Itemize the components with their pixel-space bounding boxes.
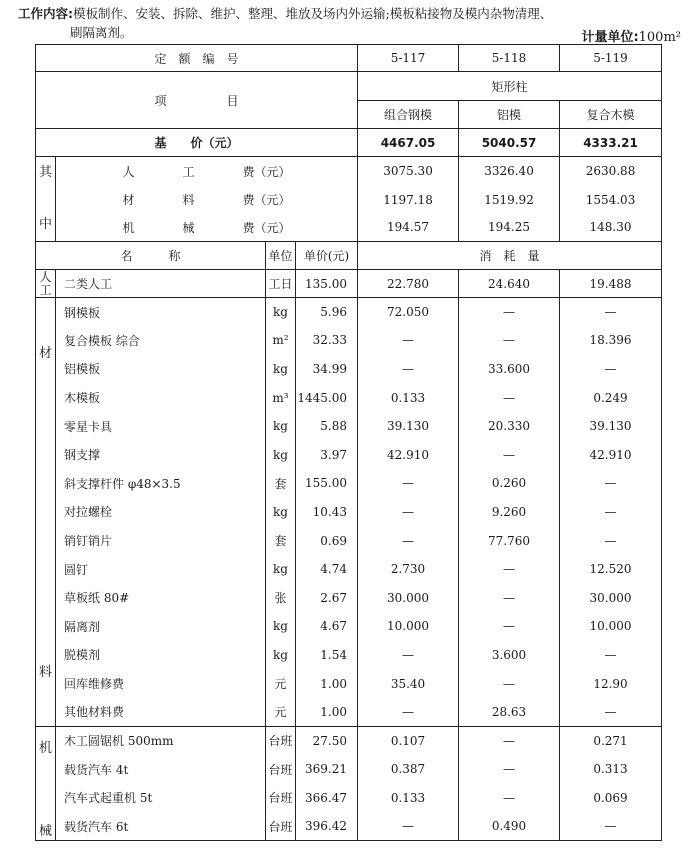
material-name: 对拉螺栓 (56, 498, 266, 527)
machine-unit: 台班 (266, 812, 296, 841)
material-value: 28.63 (459, 698, 560, 727)
material-value: 42.910 (358, 440, 459, 469)
material-value: — (358, 698, 459, 727)
material-value: — (459, 612, 560, 641)
machine-value: — (459, 726, 560, 755)
material-row (36, 526, 662, 555)
material-row (36, 555, 662, 584)
material-name: 回库维修费 (56, 669, 266, 698)
material-value: 10.000 (358, 612, 459, 641)
material-value: 39.130 (560, 412, 662, 441)
cost-row-name: 人 工 费（元） (56, 157, 358, 186)
of-which-label (36, 157, 56, 242)
material-row (36, 326, 662, 355)
material-name: 圆钉 (56, 555, 266, 584)
labor-value: 22.780 (358, 270, 459, 298)
material-price: 5.88 (296, 412, 358, 441)
material-value: 33.600 (459, 355, 560, 384)
material-row (36, 669, 662, 698)
material-name: 斜支撑杆件 φ48×3.5 (56, 469, 266, 498)
material-name: 脱模剂 (56, 641, 266, 670)
material-row (36, 383, 662, 412)
material-value: — (459, 440, 560, 469)
machine-value: 0.313 (560, 755, 662, 784)
material-value: — (358, 326, 459, 355)
material-value: — (358, 355, 459, 384)
material-value: — (459, 583, 560, 612)
material-unit: 元 (266, 669, 296, 698)
material-unit: 张 (266, 583, 296, 612)
material-name: 木模板 (56, 383, 266, 412)
material-unit: 套 (266, 526, 296, 555)
machine-value: 0.490 (459, 812, 560, 841)
machine-value: 0.387 (358, 755, 459, 784)
material-unit: kg (266, 641, 296, 670)
machine-name: 木工圆锯机 500mm (56, 726, 266, 755)
code-label: 定 额 编 号 (36, 45, 358, 72)
cost-value: 2630.88 (560, 157, 662, 186)
material-unit: kg (266, 355, 296, 384)
machine-name: 载货汽车 4t (56, 755, 266, 784)
material-value: 9.260 (459, 498, 560, 527)
material-name: 钢支撑 (56, 440, 266, 469)
material-row (36, 698, 662, 727)
material-value: 10.000 (560, 612, 662, 641)
material-value: — (358, 526, 459, 555)
material-value: 0.260 (459, 469, 560, 498)
of-which-char-2: 中 (38, 217, 52, 232)
machine-price: 396.42 (296, 812, 358, 841)
group-label: 矩形柱 (358, 72, 662, 101)
column-2: 铝模 (459, 101, 560, 129)
material-value: — (560, 298, 662, 327)
machine-name: 汽车式起重机 5t (56, 784, 266, 813)
material-name: 零星卡具 (56, 412, 266, 441)
material-price: 1.54 (296, 641, 358, 670)
material-unit: kg (266, 612, 296, 641)
material-price: 5.96 (296, 298, 358, 327)
labor-price: 135.00 (296, 270, 358, 298)
work-content (18, 4, 678, 42)
code-2: 5-118 (459, 45, 560, 72)
labor-unit: 工日 (266, 270, 296, 298)
machine-category (36, 726, 56, 840)
material-row (36, 498, 662, 527)
machine-value: — (459, 755, 560, 784)
machine-category-char-2: 械 (38, 823, 52, 839)
base-price-1: 4467.05 (358, 129, 459, 157)
cost-value: 1519.92 (459, 186, 560, 214)
machine-price: 27.50 (296, 726, 358, 755)
material-unit: 元 (266, 698, 296, 727)
item-label: 项 目 (36, 72, 358, 129)
material-price: 1445.00 (296, 383, 358, 412)
material-row (36, 440, 662, 469)
cost-value: 1197.18 (358, 186, 459, 214)
consumption-header: 消 耗 量 (358, 242, 662, 270)
cost-value: 148.30 (560, 214, 662, 242)
machine-value: 0.107 (358, 726, 459, 755)
material-value: 18.396 (560, 326, 662, 355)
material-value: 39.130 (358, 412, 459, 441)
cost-row-name: 机 械 费（元） (56, 214, 358, 242)
material-value: 77.760 (459, 526, 560, 555)
labor-value: 19.488 (560, 270, 662, 298)
machine-value: 0.271 (560, 726, 662, 755)
material-name: 复合模板 综合 (56, 326, 266, 355)
material-price: 4.67 (296, 612, 358, 641)
work-content-text-2: 刷隔离剂。 (70, 25, 133, 40)
base-price-2: 5040.57 (459, 129, 560, 157)
unit-col-header: 单位 (266, 242, 296, 270)
machine-value: — (459, 784, 560, 813)
column-1: 组合钢模 (358, 101, 459, 129)
material-row (36, 641, 662, 670)
material-value: — (560, 526, 662, 555)
material-name: 隔离剂 (56, 612, 266, 641)
code-3: 5-119 (560, 45, 662, 72)
material-unit: 套 (266, 469, 296, 498)
material-value: — (459, 326, 560, 355)
column-3: 复合木模 (560, 101, 662, 129)
material-value: 42.910 (560, 440, 662, 469)
of-which-char-1: 其 (38, 165, 52, 180)
material-name: 其他材料费 (56, 698, 266, 727)
material-name: 铝模板 (56, 355, 266, 384)
machine-row (36, 784, 662, 813)
material-category-char-1: 材 (38, 346, 52, 361)
machine-unit: 台班 (266, 726, 296, 755)
code-1: 5-117 (358, 45, 459, 72)
material-price: 1.00 (296, 669, 358, 698)
material-category (36, 298, 56, 727)
material-value: — (560, 698, 662, 727)
machine-row (36, 812, 662, 841)
material-value: — (560, 641, 662, 670)
material-value: — (459, 555, 560, 584)
machine-value: — (358, 812, 459, 841)
material-value: — (358, 641, 459, 670)
quota-table (35, 44, 662, 841)
machine-value: 0.133 (358, 784, 459, 813)
material-category-char-2: 料 (38, 665, 52, 680)
material-unit: kg (266, 440, 296, 469)
material-price: 155.00 (296, 469, 358, 498)
material-price: 4.74 (296, 555, 358, 584)
machine-category-char-1: 机 (38, 740, 52, 756)
machine-unit: 台班 (266, 755, 296, 784)
material-value: 30.000 (358, 583, 459, 612)
material-unit: kg (266, 498, 296, 527)
material-value: — (358, 469, 459, 498)
material-unit: kg (266, 555, 296, 584)
machine-unit: 台班 (266, 784, 296, 813)
material-row (36, 469, 662, 498)
machine-name: 载货汽车 6t (56, 812, 266, 841)
material-value: 2.730 (358, 555, 459, 584)
material-value: 30.000 (560, 583, 662, 612)
material-name: 草板纸 80# (56, 583, 266, 612)
material-name: 销钉销片 (56, 526, 266, 555)
machine-value: — (560, 812, 662, 841)
material-value: — (459, 669, 560, 698)
material-value: 35.40 (358, 669, 459, 698)
material-row (36, 298, 662, 327)
material-price: 34.99 (296, 355, 358, 384)
measure-unit (581, 26, 681, 45)
material-value: 0.133 (358, 383, 459, 412)
material-value: 12.520 (560, 555, 662, 584)
material-value: — (358, 498, 459, 527)
machine-price: 366.47 (296, 784, 358, 813)
machine-row (36, 755, 662, 784)
labor-value: 24.640 (459, 270, 560, 298)
material-value: — (459, 298, 560, 327)
material-price: 1.00 (296, 698, 358, 727)
material-row (36, 355, 662, 384)
cost-value: 3075.30 (358, 157, 459, 186)
material-value: 20.330 (459, 412, 560, 441)
base-price-label: 基 价（元） (36, 129, 358, 157)
measure-unit-label: 计量单位: (581, 30, 639, 45)
material-unit: kg (266, 298, 296, 327)
material-price: 10.43 (296, 498, 358, 527)
labor-name: 二类人工 (56, 270, 266, 298)
material-row (36, 583, 662, 612)
material-value: 72.050 (358, 298, 459, 327)
material-unit: m² (266, 326, 296, 355)
material-unit: m³ (266, 383, 296, 412)
cost-value: 1554.03 (560, 186, 662, 214)
machine-value: 0.069 (560, 784, 662, 813)
material-price: 2.67 (296, 583, 358, 612)
machine-row (36, 726, 662, 755)
material-row (36, 612, 662, 641)
work-content-label: 工作内容: (18, 6, 73, 21)
labor-category: 人工 (36, 270, 56, 298)
material-value: — (560, 469, 662, 498)
material-value: 0.249 (560, 383, 662, 412)
machine-price: 369.21 (296, 755, 358, 784)
material-row (36, 412, 662, 441)
material-unit: kg (266, 412, 296, 441)
material-price: 3.97 (296, 440, 358, 469)
cost-row-name: 材 料 费（元） (56, 186, 358, 214)
material-value: 12.90 (560, 669, 662, 698)
price-col-header: 单价(元) (296, 242, 358, 270)
base-price-3: 4333.21 (560, 129, 662, 157)
material-value: — (459, 383, 560, 412)
material-price: 0.69 (296, 526, 358, 555)
cost-value: 194.25 (459, 214, 560, 242)
work-content-text-1: 模板制作、安装、拆除、维护、整理、堆放及场内外运输;模板粘接物及模内杂物清理、 (73, 6, 553, 21)
material-value: — (560, 355, 662, 384)
measure-unit-value: 100m² (638, 30, 681, 45)
cost-value: 3326.40 (459, 157, 560, 186)
material-name: 钢模板 (56, 298, 266, 327)
material-value: — (560, 498, 662, 527)
name-col-header: 名 称 (36, 242, 266, 270)
material-value: 3.600 (459, 641, 560, 670)
material-price: 32.33 (296, 326, 358, 355)
cost-value: 194.57 (358, 214, 459, 242)
